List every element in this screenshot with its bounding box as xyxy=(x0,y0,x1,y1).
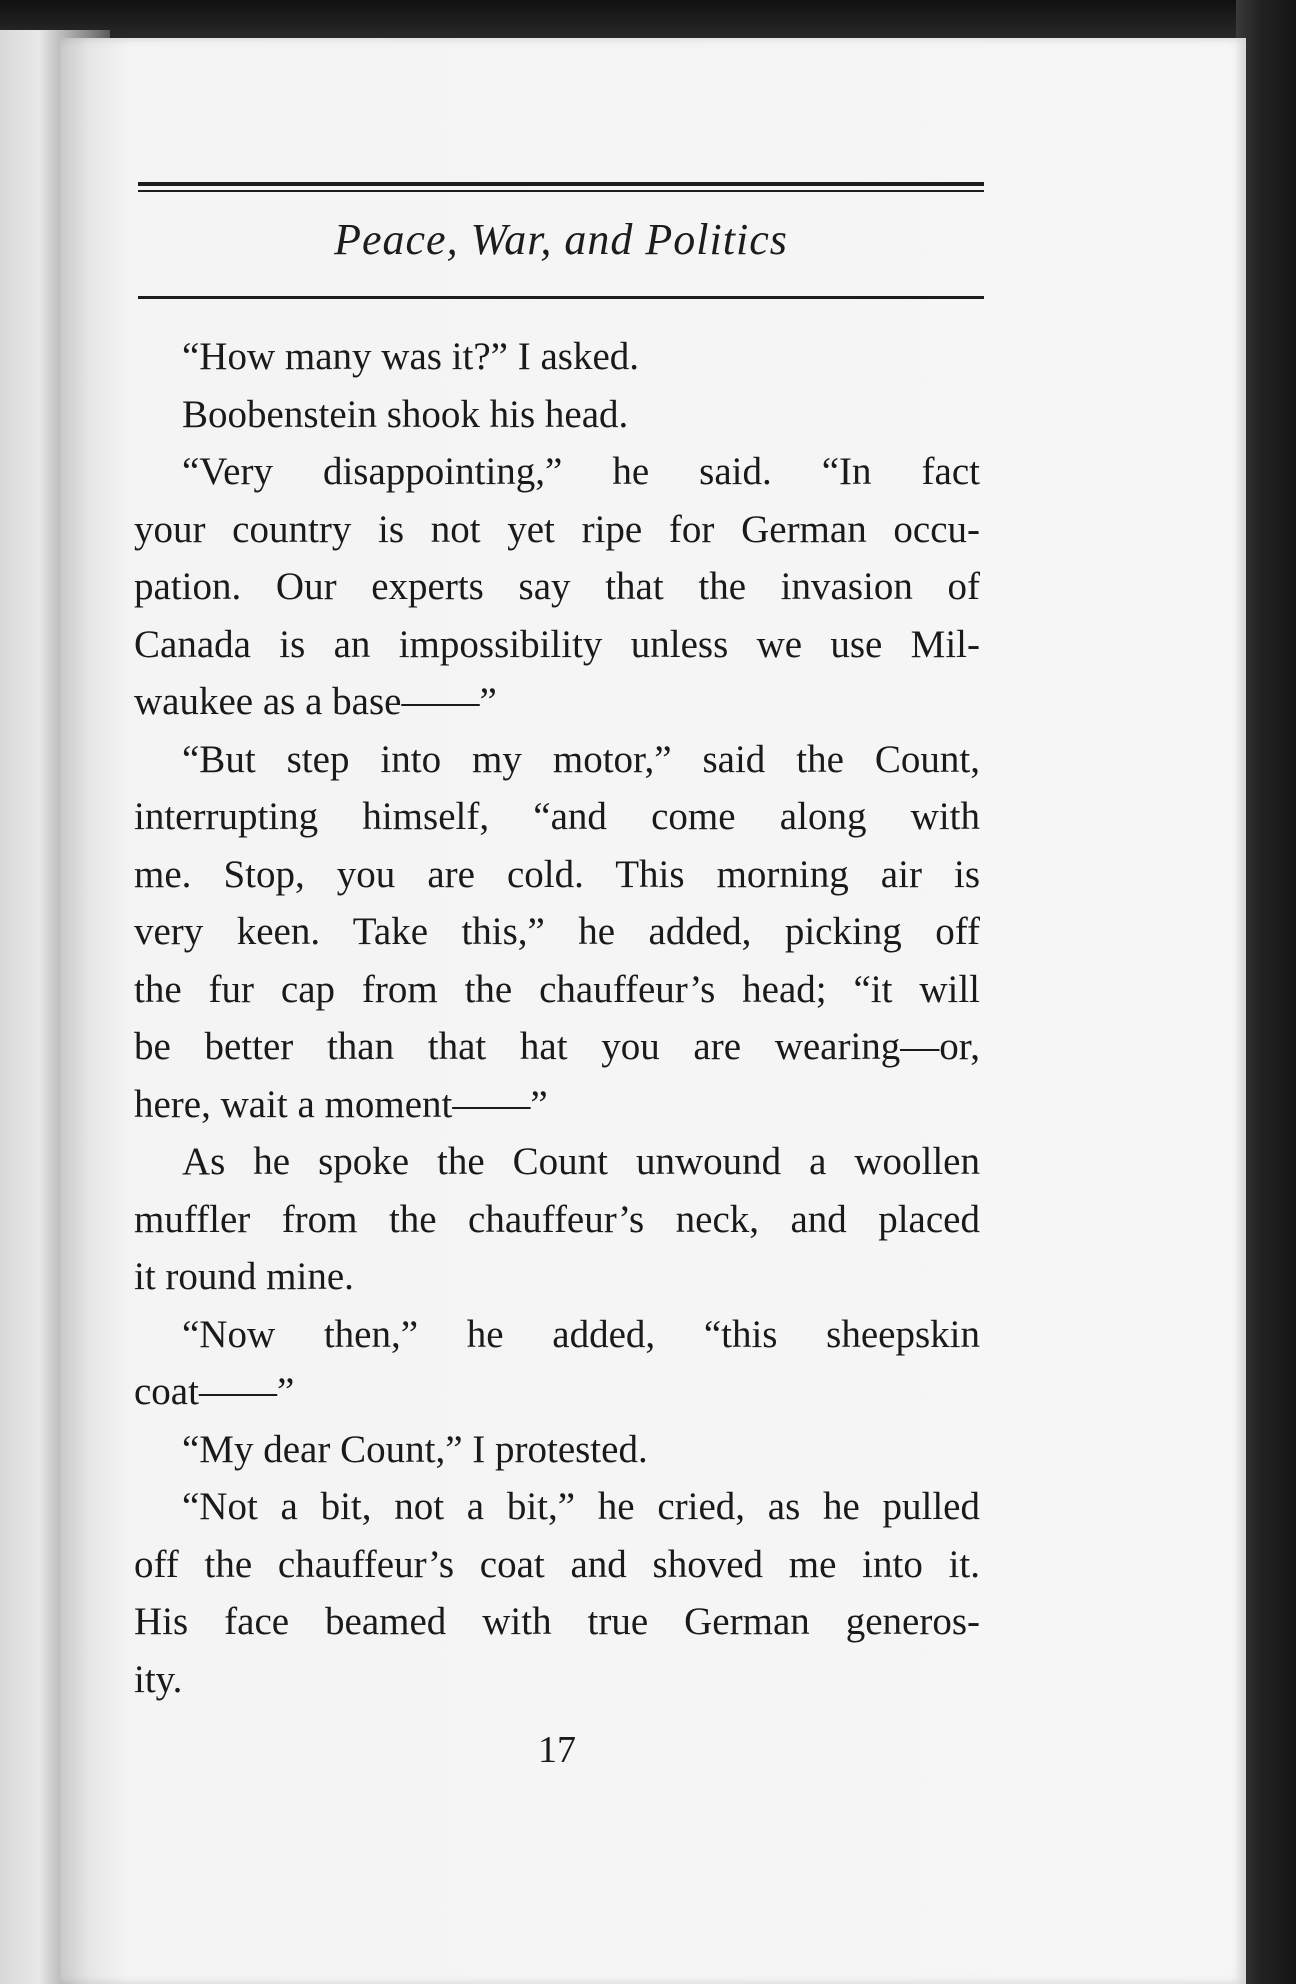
text-line: His face beamed with true German generos- xyxy=(134,1600,980,1643)
text-line: pation. Our experts say that the invasion of xyxy=(134,565,980,608)
text-line: waukee as a base——” xyxy=(134,680,497,723)
text-line: it round mine. xyxy=(134,1255,354,1298)
text-line: “But step into my motor,” said the Count, xyxy=(182,737,980,781)
scan-border-top xyxy=(0,0,1296,40)
header-rule xyxy=(138,296,984,299)
header-double-rule xyxy=(138,182,984,192)
text-line: be better than that hat you are wearing—or, xyxy=(134,1025,980,1068)
text-line: off the chauffeur’s coat and shoved me into it. xyxy=(134,1542,980,1586)
text-line: Boobenstein shook his head. xyxy=(182,392,629,436)
text-line: “Now then,” he added, “this sheepskin xyxy=(182,1312,980,1356)
text-line: interrupting himself, “and come along with xyxy=(134,795,980,838)
text-line: the fur cap from the chauffeur’s head; “it will xyxy=(134,967,980,1011)
text-line: me. Stop, you are cold. This morning air is xyxy=(134,852,980,896)
body-text xyxy=(134,328,980,1708)
text-line: very keen. Take this,” he added, picking off xyxy=(134,910,980,953)
running-head: Peace, War, and Politics xyxy=(334,215,788,264)
text-line: “My dear Count,” I protested. xyxy=(182,1427,648,1471)
text-line: Canada is an impossibility unless we use Mil- xyxy=(134,622,980,666)
text-line: “Not a bit, not a bit,” he cried, as he pulled xyxy=(182,1485,980,1528)
text-line: ity. xyxy=(134,1657,183,1701)
page-number: 17 xyxy=(538,1729,576,1771)
text-line: “Very disappointing,” he said. “In fact xyxy=(182,450,980,493)
text-line: your country is not yet ripe for German occu- xyxy=(134,507,980,551)
text-line: As he spoke the Count unwound a woollen xyxy=(182,1140,980,1183)
text-line: muffler from the chauffeur’s neck, and placed xyxy=(134,1197,980,1241)
text-line: “How many was it?” I asked. xyxy=(182,335,640,378)
text-line: coat——” xyxy=(134,1370,295,1413)
text-line: here, wait a moment——” xyxy=(134,1082,548,1126)
